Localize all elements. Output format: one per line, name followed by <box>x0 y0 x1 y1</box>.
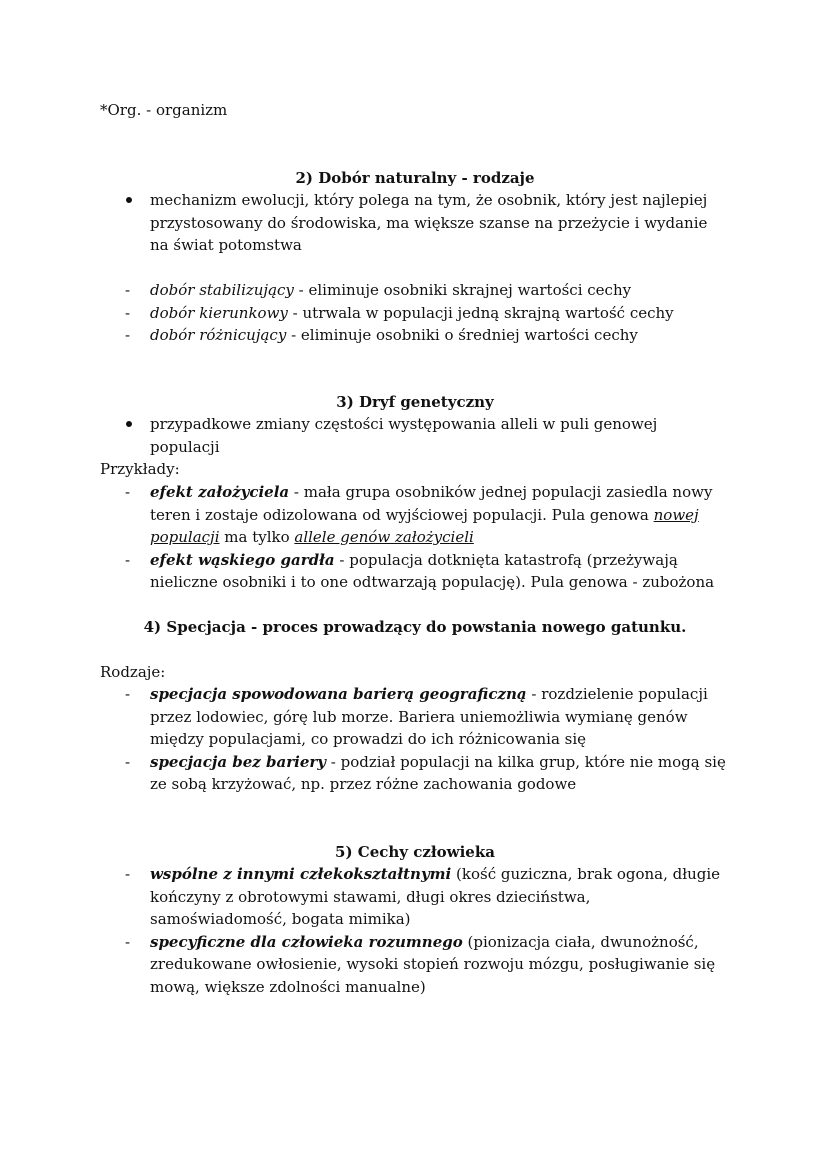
list-item <box>100 863 730 931</box>
list-item <box>100 279 730 302</box>
description: - populacja dotknięta katastrofą (przeżywają nieliczne osobniki i to one odtwarzają populację). Pula genowa - zubożona <box>150 550 715 591</box>
term: efekt założyciela <box>150 483 290 501</box>
section-2-types <box>100 279 730 347</box>
examples-label: Przykłady: <box>100 460 180 478</box>
list-item <box>100 302 730 325</box>
list-item <box>100 931 730 999</box>
term: efekt wąskiego gardła <box>150 550 335 569</box>
description: - eliminuje osobniki o średniej wartości cechy <box>286 326 638 344</box>
section-4-title: 4) Specjacja - proces prowadzący do powstania nowego gatunku. <box>143 618 687 636</box>
description: - mała grupa osobników jednej populacji zasiedla nowy teren i zostaje odizolowana od wyjściowej populacji. Pula genowa <box>150 483 713 524</box>
bullet-item: mechanizm ewolucji, który polega na tym, że osobnik, który jest najlepiej przystosowany do środowiska, ma większe szanse na przeżycie i wydanie na świat potomstwa <box>100 189 730 257</box>
section-2-bullets <box>100 189 730 257</box>
description: (kość guziczna, brak ogona, długie kończyny z obrotowymi stawami, długi okres dzieciństwa, samoświadomość, bogata mimika) <box>150 865 721 928</box>
term: dobór różnicujący <box>150 326 287 344</box>
list-item <box>100 549 730 594</box>
underlined-phrase: allele genów założycieli <box>294 528 474 546</box>
description: ma tylko <box>219 528 295 546</box>
list-item <box>100 751 730 796</box>
section-3-examples <box>100 481 730 594</box>
section-4-types <box>100 683 730 796</box>
section-2-title: 2) Dobór naturalny - rodzaje <box>295 169 535 187</box>
list-item <box>100 683 730 751</box>
description: - eliminuje osobniki skrajnej wartości cechy <box>293 281 632 299</box>
description: - rozdzielenie populacji przez lodowiec, górę lub morze. Bariera uniemożliwia wymianę genów między populacjami, co prowadzi do ich różnicowania się <box>150 685 708 748</box>
types-label: Rodzaje: <box>100 663 166 681</box>
footnote: *Org. - organizm <box>100 101 228 119</box>
description: - utrwala w populacji jedną skrajną wartość cechy <box>287 303 674 322</box>
list-item <box>100 481 730 549</box>
term: specjacja bez bariery <box>150 752 327 771</box>
section-5-features <box>100 863 730 998</box>
term: dobór stabilizujący <box>150 281 294 299</box>
description: (pionizacja ciała, dwunożność, zredukowane owłosienie, wysoki stopień rozwoju mózgu, posługiwanie się mową, większe zdolności manualne) <box>150 932 716 996</box>
section-5-title: 5) Cechy człowieka <box>335 843 495 861</box>
list-item <box>100 324 730 347</box>
bullet-item: przypadkowe zmiany częstości występowania alleli w puli genowej populacji <box>100 413 730 458</box>
section-3-bullets <box>100 413 730 458</box>
section-3-title: 3) Dryf genetyczny <box>336 393 494 411</box>
term: wspólne z innymi człekokształtnymi <box>150 865 452 883</box>
term: specyficzne dla człowieka rozumnego <box>150 932 463 951</box>
term: dobór kierunkowy <box>150 303 288 322</box>
term: specjacja spowodowana barierą geograficzną <box>150 685 527 703</box>
description: - podział populacji na kilka grup, które nie mogą się ze sobą krzyżować, np. przez różne zachowania godowe <box>150 752 726 793</box>
underlined-phrase: nowej populacji <box>150 505 699 546</box>
